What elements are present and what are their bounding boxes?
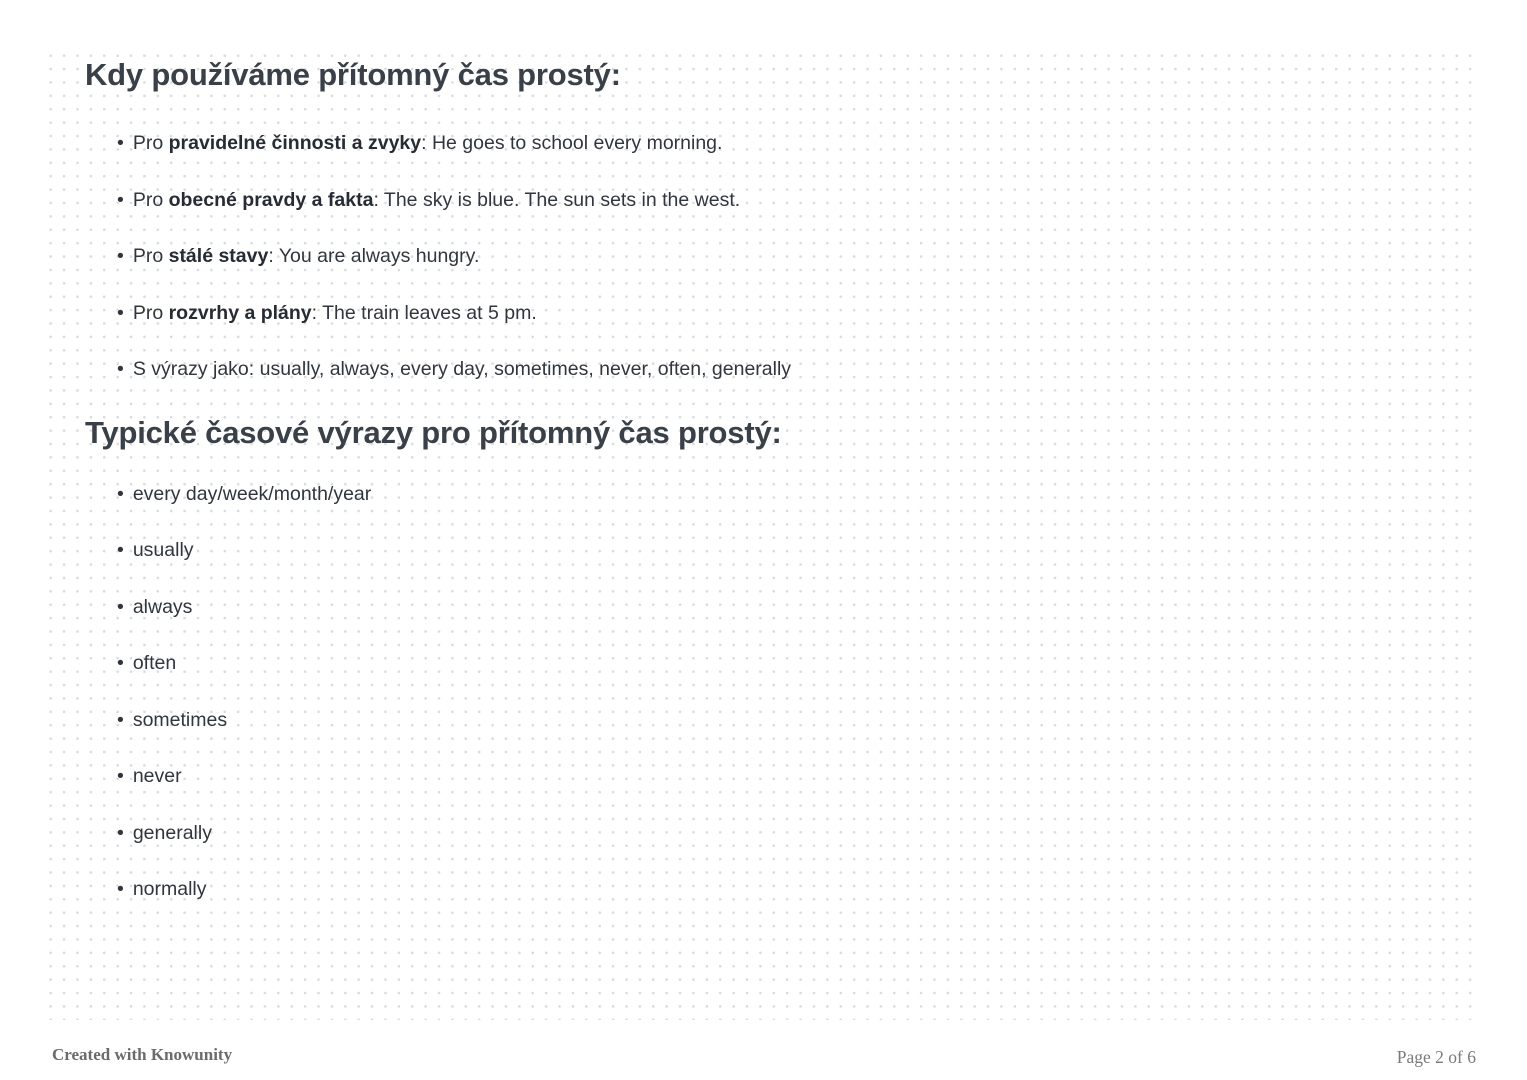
footer-credit: Created with Knowunity xyxy=(52,1045,233,1064)
bullet-text-bold: pravidelné činnosti a zvyky xyxy=(168,132,422,154)
time-expression-label: always xyxy=(132,595,193,618)
usage-bullet-item xyxy=(117,300,1472,327)
usage-bullet-item xyxy=(117,187,1472,214)
bullet-text-bold: stálé stavy xyxy=(168,245,269,267)
bullet-text-suffix: : The sky is blue. The sun sets in the west. xyxy=(373,188,741,211)
bullet-text-prefix: S výrazy jako: usually, always, every day, sometimes, never, often, generally xyxy=(132,358,792,380)
footer-page-indicator: Page 2 of 6 xyxy=(1396,1047,1476,1067)
bullet-icon: • xyxy=(117,765,124,787)
bullet-text-bold: obecné pravdy a fakta xyxy=(168,188,374,211)
bullet-text-prefix: Pro xyxy=(132,188,169,211)
bullet-icon: • xyxy=(117,539,124,561)
bullet-icon: • xyxy=(117,358,124,380)
usage-list xyxy=(85,130,1472,383)
time-expression-item xyxy=(117,763,1472,790)
bullet-icon: • xyxy=(117,245,124,267)
time-expression-item xyxy=(117,481,1472,508)
usage-bullet-item xyxy=(117,243,1472,270)
bullet-text-suffix: : He goes to school every morning. xyxy=(421,132,723,154)
time-expression-label: usually xyxy=(132,539,194,561)
heading-usage: Kdy používáme přítomný čas prostý: xyxy=(85,57,621,92)
time-expression-label: often xyxy=(132,652,177,674)
bullet-icon: • xyxy=(117,595,124,618)
bullet-icon: • xyxy=(117,482,124,505)
usage-bullet-item xyxy=(117,356,1472,383)
time-expression-item xyxy=(117,537,1472,564)
bullet-text-prefix: Pro xyxy=(132,245,169,267)
time-expression-label: generally xyxy=(132,821,212,844)
bullet-text-suffix: : The train leaves at 5 pm. xyxy=(311,301,537,324)
heading-time-expressions: Typické časové výrazy pro přítomný čas prostý: xyxy=(85,414,782,450)
bullet-icon: • xyxy=(117,652,124,674)
time-expression-label: never xyxy=(132,765,182,787)
bullet-icon: • xyxy=(117,878,124,900)
bullet-text-prefix: Pro xyxy=(132,301,169,324)
bullet-icon: • xyxy=(117,708,124,731)
time-expression-label: normally xyxy=(132,878,207,900)
time-expression-item xyxy=(117,707,1472,734)
time-expression-item xyxy=(117,820,1472,847)
time-expressions-list xyxy=(85,481,1472,904)
bullet-text-suffix: : You are always hungry. xyxy=(268,245,480,267)
time-expression-label: every day/week/month/year xyxy=(132,482,372,505)
bullet-text-prefix: Pro xyxy=(132,132,169,154)
bullet-icon: • xyxy=(117,132,124,154)
bullet-icon: • xyxy=(117,821,124,844)
time-expression-item xyxy=(117,594,1472,621)
time-expression-item xyxy=(117,650,1472,677)
time-expression-label: sometimes xyxy=(132,708,228,731)
dotted-grid-background xyxy=(42,47,1472,1020)
bullet-icon: • xyxy=(117,188,124,211)
bullet-text-bold: rozvrhy a plány xyxy=(168,301,312,324)
bullet-icon: • xyxy=(117,301,124,324)
time-expression-item xyxy=(117,876,1472,903)
usage-bullet-item xyxy=(117,130,1472,157)
